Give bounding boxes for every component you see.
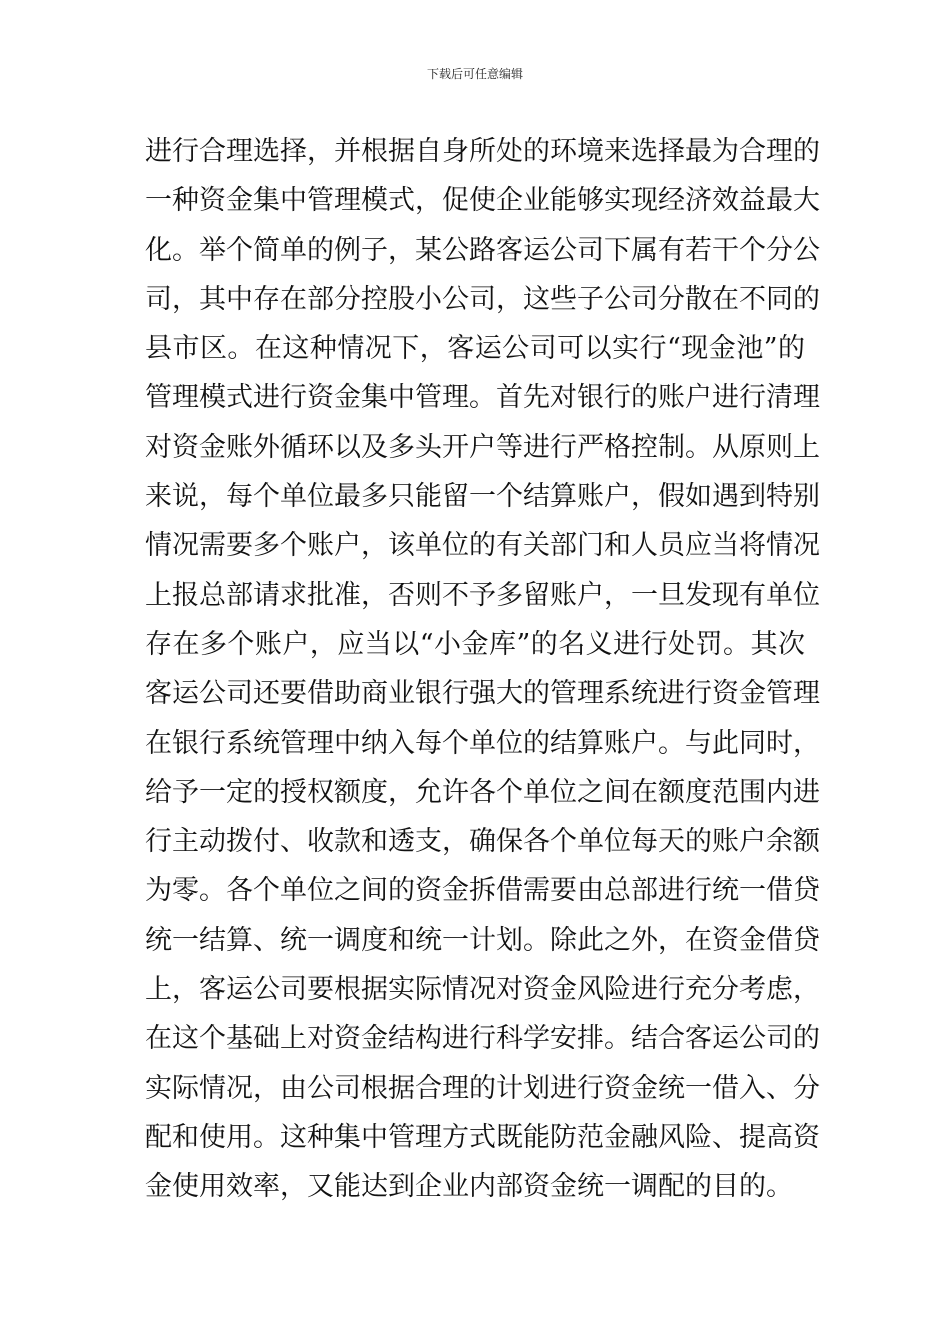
text-line: 客运公司还要借助商业银行强大的管理系统进行资金管理 bbox=[145, 678, 820, 710]
text-line: 上，客运公司要根据实际情况对资金风险进行充分考虑， bbox=[145, 974, 820, 1006]
body-paragraph bbox=[145, 127, 820, 1212]
text-line: 存在多个账户，应当以“小金库”的名义进行处罚。其次 bbox=[145, 628, 805, 660]
text-line: 来说，每个单位最多只能留一个结算账户，假如遇到特别 bbox=[145, 481, 820, 513]
text-line: 金使用效率，又能达到企业内部资金统一调配的目的。 bbox=[145, 1171, 793, 1203]
text-line: 管理模式进行资金集中管理。首先对银行的账户进行清理 bbox=[145, 382, 820, 414]
text-line: 上报总部请求批准，否则不予多留账户，一旦发现有单位 bbox=[145, 579, 820, 611]
text-line: 实际情况，由公司根据合理的计划进行资金统一借入、分 bbox=[145, 1072, 820, 1104]
text-line: 行主动拨付、收款和透支，确保各个单位每天的账户余额 bbox=[145, 826, 820, 858]
text-line: 给予一定的授权额度，允许各个单位之间在额度范围内进 bbox=[145, 776, 820, 808]
text-line: 在银行系统管理中纳入每个单位的结算账户。与此同时， bbox=[145, 727, 820, 759]
text-line: 进行合理选择，并根据自身所处的环境来选择最为合理的 bbox=[145, 136, 820, 167]
text-line: 对资金账外循环以及多头开户等进行严格控制。从原则上 bbox=[145, 431, 820, 463]
text-line: 一种资金集中管理模式，促使企业能够实现经济效益最大 bbox=[145, 185, 820, 217]
text-line: 县市区。在这种情况下，客运公司可以实行“现金池”的 bbox=[145, 333, 805, 365]
text-line: 司，其中存在部分控股小公司，这些子公司分散在不同的 bbox=[145, 283, 820, 315]
text-line: 情况需要多个账户，该单位的有关部门和人员应当将情况 bbox=[145, 530, 820, 562]
text-line: 化。举个简单的例子，某公路客运公司下属有若干个分公 bbox=[145, 234, 820, 266]
text-line: 为零。各个单位之间的资金拆借需要由总部进行统一借贷 bbox=[145, 875, 820, 907]
text-line: 在这个基础上对资金结构进行科学安排。结合客运公司的 bbox=[145, 1023, 820, 1055]
text-line: 配和使用。这种集中管理方式既能防范金融风险、提高资 bbox=[145, 1121, 820, 1153]
text-line: 统一结算、统一调度和统一计划。除此之外，在资金借贷 bbox=[145, 924, 820, 956]
page-header: 下载后可任意编辑 bbox=[426, 67, 523, 81]
